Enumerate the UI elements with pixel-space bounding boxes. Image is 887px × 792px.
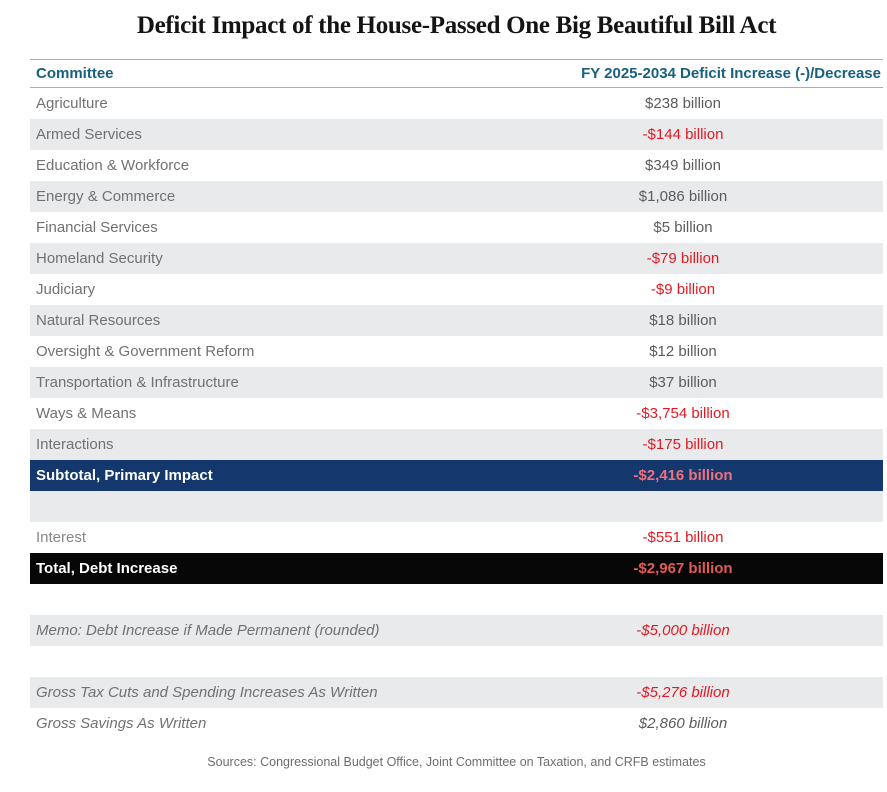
row-value: -$9 billion	[650, 281, 716, 298]
row-label: Interest	[36, 529, 87, 546]
row-label: Gross Tax Cuts and Spending Increases As Written	[36, 684, 378, 701]
row-value: -$79 billion	[646, 250, 720, 267]
row-value: $37 billion	[649, 374, 717, 391]
table-row	[30, 522, 883, 553]
deficit-table	[30, 59, 883, 739]
row-label: Homeland Security	[36, 250, 163, 267]
row-value: $5 billion	[653, 219, 713, 236]
table-row	[30, 398, 883, 429]
table-row	[30, 615, 883, 646]
table-row	[30, 88, 883, 119]
row-label: Ways & Means	[36, 405, 137, 422]
row-label: Financial Services	[36, 219, 158, 236]
table-header-row	[30, 59, 883, 88]
row-value: $2,860 billion	[638, 715, 728, 732]
row-label: Subtotal, Primary Impact	[36, 467, 213, 484]
row-label: Transportation & Infrastructure	[36, 374, 239, 391]
row-label: Natural Resources	[36, 312, 161, 329]
column-header-committee: Committee	[36, 65, 114, 82]
row-value: $18 billion	[649, 312, 717, 329]
row-label: Interactions	[36, 436, 114, 453]
row-label: Agriculture	[36, 95, 108, 112]
table-row	[30, 119, 883, 150]
spacer-row	[30, 491, 883, 522]
row-value: $12 billion	[649, 343, 717, 360]
row-label: Gross Savings As Written	[36, 715, 207, 732]
row-value: -$551 billion	[642, 529, 724, 546]
sources-note: Sources: Congressional Budget Office, Joint Committee on Taxation, and CRFB estimates	[207, 755, 706, 769]
table-row	[30, 274, 883, 305]
column-header-deficit: FY 2025-2034 Deficit Increase (-)/Decrease	[581, 65, 881, 82]
table-body	[30, 88, 883, 739]
table-row	[30, 150, 883, 181]
table-row	[30, 553, 883, 584]
row-label: Memo: Debt Increase if Made Permanent (rounded)	[36, 622, 380, 639]
spacer-row	[30, 646, 883, 677]
row-label: Total, Debt Increase	[36, 560, 178, 577]
row-label: Oversight & Government Reform	[36, 343, 255, 360]
table-row	[30, 212, 883, 243]
row-label: Judiciary	[36, 281, 96, 298]
row-value: -$5,000 billion	[636, 622, 730, 639]
row-label: Energy & Commerce	[36, 188, 176, 205]
table-row	[30, 677, 883, 708]
row-label: Armed Services	[36, 126, 142, 143]
table-row	[30, 305, 883, 336]
table-row	[30, 460, 883, 491]
row-value: $238 billion	[645, 95, 721, 112]
spacer-row	[30, 584, 883, 615]
row-value: -$144 billion	[642, 126, 724, 143]
row-value: -$2,967 billion	[633, 560, 733, 577]
row-value: -$175 billion	[642, 436, 724, 453]
row-value: -$2,416 billion	[633, 467, 733, 484]
row-value: -$3,754 billion	[636, 405, 730, 422]
table-row	[30, 367, 883, 398]
table-row	[30, 243, 883, 274]
row-value: $1,086 billion	[638, 188, 728, 205]
table-row	[30, 181, 883, 212]
table-row	[30, 708, 883, 739]
row-value: -$5,276 billion	[636, 684, 730, 701]
table-row	[30, 429, 883, 460]
row-label: Education & Workforce	[36, 157, 190, 174]
table-row	[30, 336, 883, 367]
row-value: $349 billion	[645, 157, 721, 174]
page-title: Deficit Impact of the House-Passed One Big Beautiful Bill Act	[136, 12, 777, 39]
